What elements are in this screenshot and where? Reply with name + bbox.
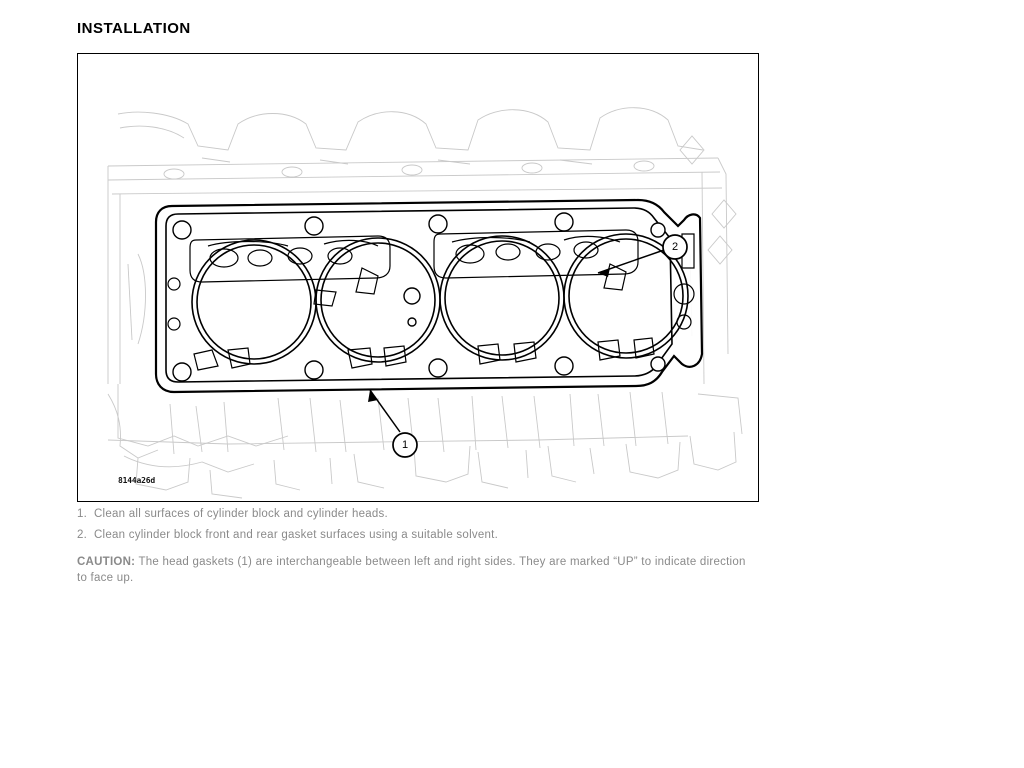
step-text: Clean all surfaces of cylinder block and cylinder heads. xyxy=(94,508,388,520)
caution-note xyxy=(77,554,757,586)
list-item xyxy=(77,508,777,520)
caution-label: CAUTION: xyxy=(77,556,136,568)
instruction-list xyxy=(77,508,777,550)
engine-gasket-diagram xyxy=(78,54,756,499)
callout-2-label: 2 xyxy=(671,241,679,253)
page-title: INSTALLATION xyxy=(77,20,191,37)
step-number: 1. xyxy=(77,508,88,520)
callout-1-label: 1 xyxy=(401,439,409,451)
caution-text: The head gaskets (1) are interchangeable between left and right sides. They are marked “UP” to indicate direction to face up. xyxy=(77,556,746,584)
step-number: 2. xyxy=(77,529,88,541)
list-item xyxy=(77,529,777,541)
figure-code: 8144a26d xyxy=(118,476,155,485)
figure-container xyxy=(77,53,759,502)
step-text: Clean cylinder block front and rear gasket surfaces using a suitable solvent. xyxy=(94,529,499,541)
